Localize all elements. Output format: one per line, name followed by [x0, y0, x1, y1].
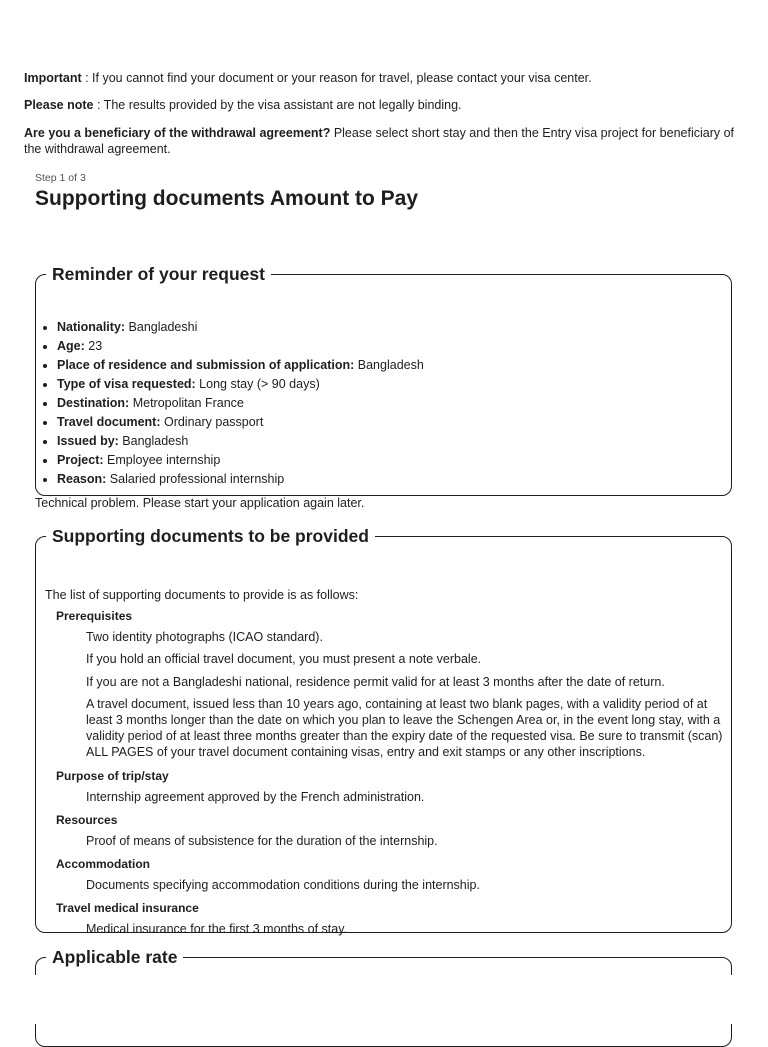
list-item: [57, 375, 731, 394]
document-item: Two identity photographs (ICAO standard).: [86, 630, 323, 644]
page-title: Supporting documents Amount to Pay: [35, 187, 419, 210]
reminder-fieldset: [35, 264, 732, 496]
item-label: Issued by:: [57, 434, 119, 448]
category-title-resources: Resources: [56, 813, 118, 827]
list-item: [57, 451, 731, 470]
category-title-insurance: Travel medical insurance: [56, 901, 199, 915]
important-notice: [24, 70, 744, 86]
step-indicator: Step 1 of 3: [35, 172, 86, 184]
rate-legend: Applicable rate: [52, 947, 178, 967]
document-item: If you hold an official travel document, you must present a note verbale.: [86, 652, 482, 666]
list-item: [57, 432, 731, 451]
item-label: Age:: [57, 339, 85, 353]
item-value: Bangladeshi: [125, 320, 198, 334]
notice-label: Important: [24, 71, 82, 85]
item-value: Bangladesh: [118, 434, 189, 448]
item-label: Project:: [57, 453, 104, 467]
document-item: If you are not a Bangladeshi national, residence permit valid for at least 3 months after the date of return.: [86, 675, 665, 689]
item-label: Place of residence and submission of application:: [57, 358, 355, 372]
notice-label: Are you a beneficiary of the withdrawal agreement?: [24, 126, 331, 140]
item-value: Employee internship: [103, 453, 221, 467]
item-value: Salaried professional internship: [106, 472, 285, 486]
item-label: Reason:: [57, 472, 107, 486]
notice-text: Please select short stay and then the Entry visa project for beneficiary of the withdrawal agreement.: [24, 126, 735, 156]
category-title-prerequisites: Prerequisites: [56, 609, 133, 623]
document-item: Proof of means of subsistence for the duration of the internship.: [86, 834, 438, 848]
list-item: [57, 394, 731, 413]
item-value: Ordinary passport: [160, 415, 264, 429]
page-bottom-mask: [0, 975, 768, 1024]
document-item: Medical insurance for the first 3 months of stay.: [86, 922, 347, 936]
item-label: Type of visa requested:: [57, 377, 196, 391]
technical-problem-message: Technical problem. Please start your application again later.: [35, 496, 365, 510]
document-item: A travel document, issued less than 10 years ago, containing at least two blank pages, with a validity period of at least 3 months longer than the date on which you plan to leave the Schengen Area or, in the event long stay, with a validity period of at least three months greater than the expiry date of the requested visa. Be sure to transmit (scan) ALL PAGES of your travel document containing visas, entry and exit stamps or any other inscriptions.: [86, 697, 723, 759]
reminder-legend: Reminder of your request: [52, 264, 265, 284]
withdrawal-notice: [24, 125, 744, 157]
list-item: [57, 470, 731, 489]
item-value: 23: [84, 339, 103, 353]
please-note-notice: [24, 97, 744, 113]
item-value: Bangladesh: [354, 358, 424, 372]
category-title-accommodation: Accommodation: [56, 857, 151, 871]
item-label: Destination:: [57, 396, 130, 410]
documents-intro: The list of supporting documents to provide is as follows:: [45, 588, 359, 602]
notice-label: Please note: [24, 98, 94, 112]
item-label: Travel document:: [57, 415, 161, 429]
notice-text: : If you cannot find your document or your reason for travel, please contact your visa center.: [81, 71, 592, 85]
list-item: [57, 337, 731, 356]
document-item: Internship agreement approved by the French administration.: [86, 790, 425, 804]
list-item: [57, 356, 731, 375]
notice-text: : The results provided by the visa assistant are not legally binding.: [93, 98, 462, 112]
item-value: Long stay (> 90 days): [195, 377, 320, 391]
item-value: Metropolitan France: [129, 396, 244, 410]
list-item: [57, 413, 731, 432]
document-item: Documents specifying accommodation conditions during the internship.: [86, 878, 480, 892]
documents-fieldset: [35, 526, 732, 936]
list-item: [57, 318, 731, 337]
documents-legend: Supporting documents to be provided: [52, 526, 369, 546]
item-label: Nationality:: [57, 320, 126, 334]
request-summary-list: [36, 318, 731, 489]
category-title-purpose: Purpose of trip/stay: [56, 769, 169, 783]
